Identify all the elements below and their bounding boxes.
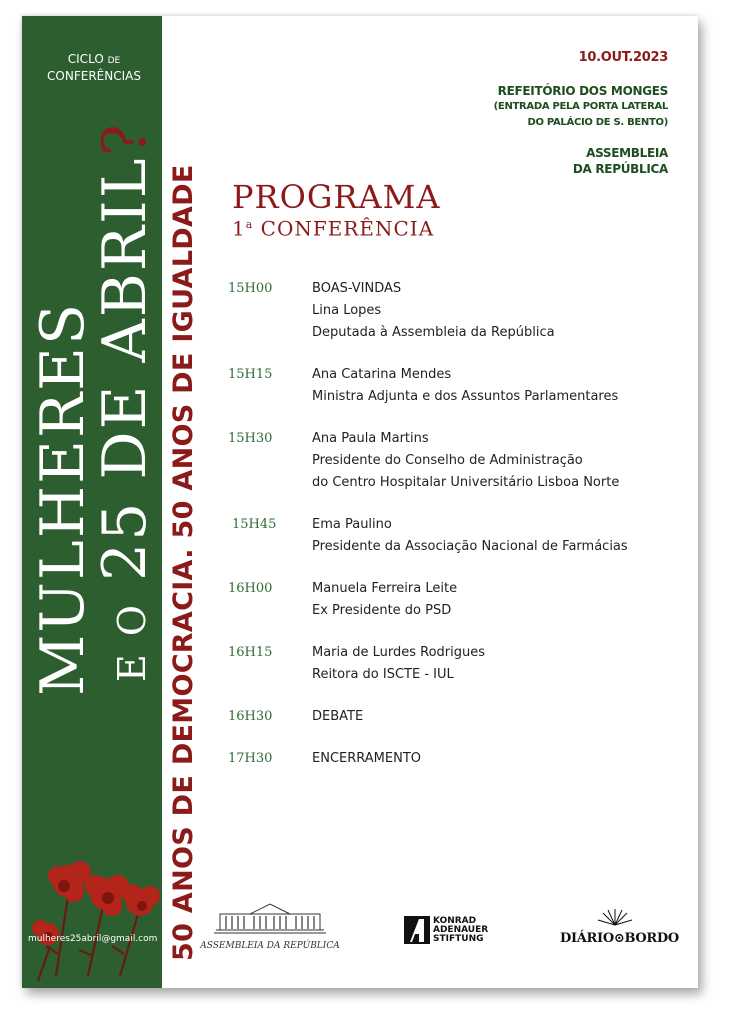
event-info [494, 50, 668, 177]
schedule-item [228, 578, 668, 622]
kas-word-2: ADENAUER [433, 924, 489, 935]
conference-ordinal: a [245, 218, 254, 231]
schedule-details [312, 578, 457, 622]
schedule-item [228, 364, 668, 408]
carnation-flowers-icon [28, 836, 178, 986]
venue-entrance-line1: (ENTRADA PELA PORTA LATERAL [493, 101, 668, 112]
schedule-line: Reitora do ISCTE - IUL [312, 667, 454, 682]
program-title: PROGRAMA [232, 178, 441, 216]
schedule-line: Ex Presidente do PSD [312, 603, 452, 618]
schedule-line: Manuela Ferreira Leite [312, 581, 458, 596]
compass-star-icon [595, 908, 635, 926]
schedule-item [228, 278, 668, 344]
schedule-item [228, 428, 668, 494]
schedule-time: 15H45 [232, 517, 277, 532]
schedule-line: Ana Catarina Mendes [312, 367, 452, 382]
series-word-de: DE [107, 56, 121, 66]
schedule-line: Ana Paula Martins [312, 431, 429, 446]
schedule-item [228, 514, 668, 558]
schedule-time: 16H30 [228, 709, 273, 724]
kas-text [433, 917, 488, 944]
schedule-details [312, 748, 421, 770]
diario-word: DIÁRIO [560, 931, 614, 946]
schedule-list [228, 278, 668, 790]
vertical-subtitle: 50 ANOS DE DEMOCRACIA. 50 ANOS DE IGUALDADE [168, 164, 199, 961]
schedule-time: 17H30 [228, 751, 273, 766]
schedule-details [312, 278, 555, 344]
venue-name: REFEITÓRIO DOS MONGES [497, 84, 668, 98]
schedule-item [228, 642, 668, 686]
event-date: 10.OUT.2023 [578, 50, 668, 65]
title-line-mulheres: MULHERES [28, 301, 98, 696]
schedule-line: Maria de Lurdes Rodrigues [312, 645, 486, 660]
assembleia-caption: ASSEMBLEIA DA REPÚBLICA [200, 941, 340, 951]
schedule-line: DEBATE [312, 709, 364, 724]
bordo-word: BORDO [624, 931, 679, 946]
schedule-line: ENCERRAMENTO [312, 751, 421, 766]
venue-entrance-line2: DO PALÁCIO DE S. BENTO) [527, 117, 668, 128]
compass-o-icon: ⊙ [613, 931, 625, 946]
schedule-time: 16H00 [228, 581, 273, 596]
schedule-line: Presidente da Associação Nacional de Farmácias [312, 539, 628, 554]
schedule-item [228, 706, 668, 728]
schedule-details [312, 642, 485, 686]
schedule-details [312, 514, 628, 558]
kas-word-1: KONRAD [433, 915, 477, 926]
contact-email: mulheres25abril@gmail.com [28, 934, 158, 944]
vertical-title [28, 56, 163, 696]
series-word-conferencias: CONFERÊNCIAS [47, 69, 141, 83]
schedule-time: 15H30 [228, 431, 273, 446]
kas-mark-icon [404, 916, 430, 944]
diario-bordo-text [560, 931, 679, 946]
organizer-line1: ASSEMBLEIA [586, 146, 668, 160]
kas-word-3: STIFTUNG [433, 933, 484, 944]
conference-word: CONFERÊNCIA [260, 216, 435, 241]
organizer [494, 145, 668, 177]
schedule-details [312, 428, 619, 494]
schedule-line: Ministra Adjunta e dos Assuntos Parlamentares [312, 389, 619, 404]
diario-bordo-logo [560, 908, 679, 946]
schedule-line: Ema Paulino [312, 517, 392, 532]
program-heading [232, 180, 441, 240]
title-question-mark: ? [90, 122, 160, 157]
poster [22, 16, 698, 988]
schedule-details [312, 706, 363, 728]
schedule-line: Presidente do Conselho de Administração [312, 453, 583, 468]
event-venue [494, 83, 668, 131]
schedule-item [228, 748, 668, 770]
schedule-details [312, 364, 618, 408]
schedule-time: 15H00 [228, 281, 273, 296]
partner-logos [194, 900, 679, 960]
schedule-line: Lina Lopes [312, 303, 382, 318]
conference-number: 1 [232, 216, 246, 241]
title-main-25-abril: 25 DE ABRIL [90, 156, 160, 581]
schedule-line: Deputada à Assembleia da República [312, 325, 555, 340]
organizer-line2: DA REPÚBLICA [572, 162, 668, 176]
schedule-time: 16H15 [228, 645, 273, 660]
title-prefix-eo: E O [110, 602, 154, 682]
konrad-adenauer-logo [404, 916, 488, 944]
schedule-line: do Centro Hospitalar Universitário Lisboa Norte [312, 475, 620, 490]
program-subtitle [232, 214, 441, 240]
series-word-ciclo: CICLO [67, 52, 104, 66]
title-line-25-abril [90, 56, 163, 696]
schedule-line: BOAS-VINDAS [312, 281, 402, 296]
schedule-time: 15H15 [228, 367, 273, 382]
parliament-building-icon [210, 900, 330, 934]
assembleia-logo [200, 900, 340, 951]
